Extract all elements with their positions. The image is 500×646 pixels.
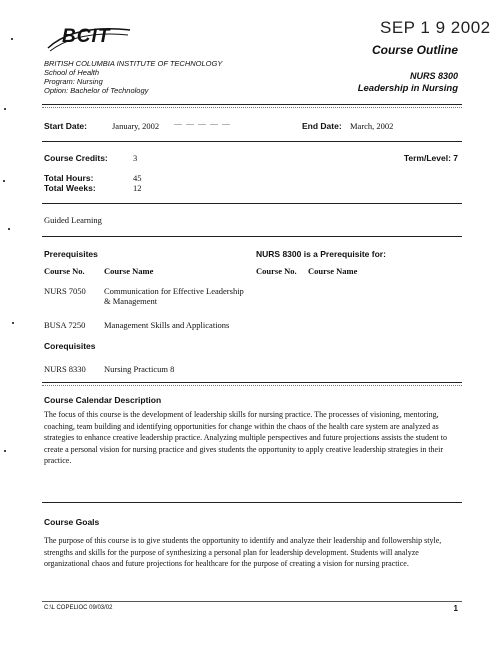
school-name: School of Health [44,68,100,77]
prereq-col-name: Course Name [104,266,154,276]
divider [42,385,462,386]
course-title: Leadership in Nursing [357,83,458,94]
scan-speck [12,322,14,324]
option-name: Option: Bachelor of Technology [44,86,149,95]
prereq-1-name-line2: & Management [104,296,158,306]
divider [42,141,462,142]
prereq-1-name-line1: Communication for Effective Leadership [104,286,244,296]
coreq-1-name: Nursing Practicum 8 [104,364,175,374]
divider [42,107,462,108]
footer-code: C:\L COPELIOC 09/03/02 [44,605,113,611]
end-date-value: March, 2002 [350,121,394,131]
divider [42,236,462,237]
total-hours-value: 45 [133,173,142,183]
prereq-col-no: Course No. [44,266,85,276]
start-date-value: January, 2002 [112,121,160,131]
prerequisites-heading: Prerequisites [44,249,98,259]
institute-name: BRITISH COLUMBIA INSTITUTE OF TECHNOLOGY [44,59,223,68]
end-date-label: End Date: [302,121,342,131]
divider [42,502,462,503]
scan-speck [3,180,5,182]
divider [42,104,462,105]
calendar-heading: Course Calendar Description [44,395,162,405]
course-code: NURS 8300 [409,71,458,81]
prereq-1-name [104,286,244,306]
prereq-for-col-no: Course No. [256,266,297,276]
scan-speck [4,108,6,110]
coreq-1-number: NURS 8330 [44,364,86,374]
prereq-2-name: Management Skills and Applications [104,320,230,330]
program-name: Program: Nursing [44,77,103,86]
total-weeks-label: Total Weeks: [44,183,96,193]
handwritten-note: — — — — — [174,119,231,128]
institution-block [44,59,222,95]
divider [42,382,462,383]
delivery-mode: Guided Learning [44,215,102,225]
prereq-1-number: NURS 7050 [44,286,86,296]
calendar-description: The focus of this course is the development of leadership skills for nursing practice. The processes of visioning, mentoring, coaching, team building and identifying opportunities for change within the chaos of the health care system are analyzed as strategies to enhance creative leadership practice. Analyzing multiple perspectives and future projections assists the student to create a personal vision for nursing practice and gives students the opportunity to apply creative leadership strategies in their practice. [44,410,447,465]
goals-description: The purpose of this course is to give students the opportunity to identify and analyze their leadership and followership style, strengths and skills for the purpose of synthesizing a personal plan for leadership development. Students will analyze organizational chaos and future projections for healthcare for the purpose of creating a vision for nursing practice. [44,536,442,568]
scan-speck [4,450,6,452]
prereq-2-number: BUSA 7250 [44,320,86,330]
divider [42,203,462,204]
logo-wordmark: BCIT [62,26,111,47]
prereq-for-col-name: Course Name [308,266,358,276]
scan-speck [8,228,10,230]
footer-divider [42,601,462,602]
total-weeks-value: 12 [133,183,142,193]
bcit-logo [44,20,134,54]
page-number: 1 [453,604,458,613]
document-title: Course Outline [371,43,458,57]
prerequisite-for-heading: NURS 8300 is a Prerequisite for: [256,249,386,259]
scan-speck [11,38,13,40]
corequisites-heading: Corequisites [44,341,96,351]
received-date-stamp: SEP 1 9 2002 [380,18,491,37]
total-hours-label: Total Hours: [44,173,94,183]
credits-value: 3 [133,153,138,163]
goals-heading: Course Goals [44,517,100,527]
term-level: Term/Level: 7 [403,153,458,163]
start-date-label: Start Date: [44,121,87,131]
credits-label: Course Credits: [44,153,108,163]
